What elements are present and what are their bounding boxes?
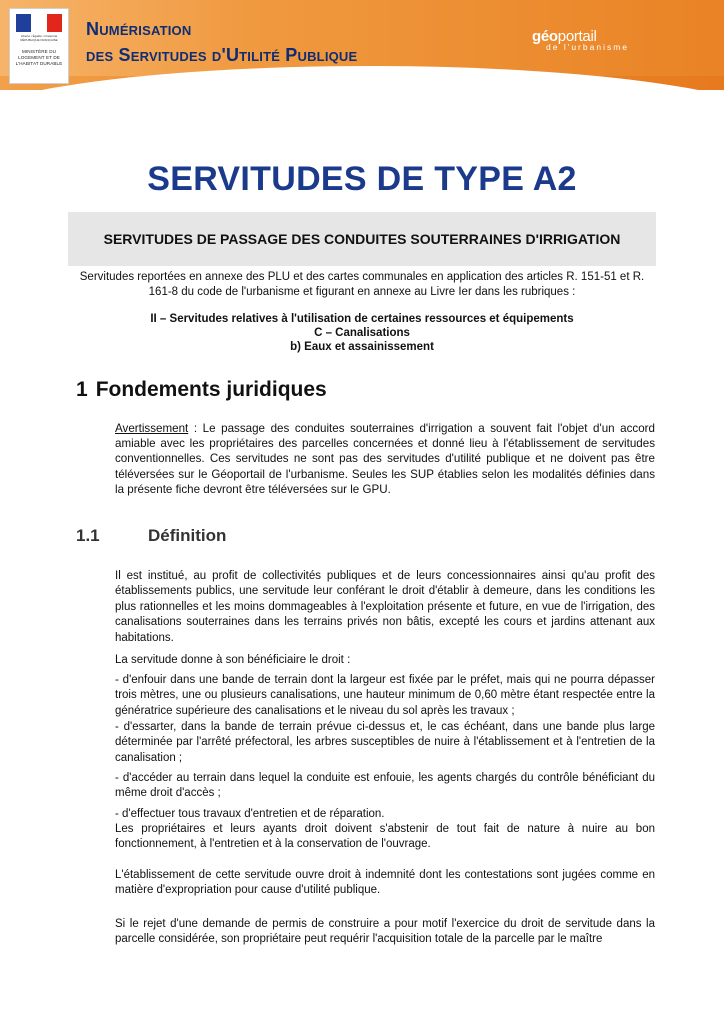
section-heading-1 (76, 378, 327, 402)
body-paragraph: - d'enfouir dans une bande de terrain dont la largeur est fixée par le préfet, mais qui ne pourra dépasser trois mètres, une ou plusieurs canalisations, une hauteur minimum de 0,60 mètre étant respectée entre la génératrice supérieure des canalisations et le niveau du sol après les travaux ; (115, 674, 655, 717)
french-flag-icon (16, 14, 62, 32)
section-number: 1 (76, 378, 88, 401)
body-paragraph: - d'accéder au terrain dans lequel la conduite est enfouie, les agents chargés du contrôle bénéficiant du même droit d'accès ; (115, 772, 655, 800)
intro-text: Servitudes reportées en annexe des PLU et des cartes communales en application des articles R. 151-51 et R. 161-8 du code de l'urbanisme et figurant en annexe au Livre Ier dans les rubriques : (79, 271, 645, 298)
government-logo (9, 8, 69, 84)
rubric-line: II – Servitudes relatives à l'utilisation de certaines ressources et équipements (150, 313, 574, 325)
body-paragraph: La servitude donne à son bénéficiaire le droit : (115, 654, 351, 666)
header-title (86, 16, 357, 68)
body-paragraph: Les propriétaires et leurs ayants droit doivent s'abstenir de tout fait de nature à nuire au bon fonctionnement, à l'entretien et à la conservation de l'ouvrage. (115, 823, 655, 851)
body-paragraph: - d'essarter, dans la bande de terrain prévue ci-dessus et, le cas échéant, dans une bande plus large déterminée par l'arrêté préfectoral, les arbres susceptibles de nuire à l'établissement et à l'entretien de la canalisation ; (115, 721, 655, 764)
warning-paragraph (115, 421, 655, 497)
body-paragraph: L'établissement de cette servitude ouvre droit à indemnité dont les contestations sont jugées comme en matière d'expropriation pour cause d'utilité publique. (115, 869, 655, 897)
geoportail-logo-light: portail (557, 28, 597, 45)
ministry-name: MINISTÈRE DU LOGEMENT ET DE L'HABITAT DURABLE (15, 49, 63, 66)
subtitle-box (68, 212, 656, 266)
warning-text: : Le passage des conduites souterraines d'irrigation a souvent fait l'objet d'un accord amiable avec les propriétaires des parcelles concernées et donné lieu à l'établissement de servitudes conventionnelles. Ces servitudes ne sont pas des servitudes d'utilité publique et ne doivent pas être téléversées sur le Géoportail de l'urbanisme. Seules les SUP établies selon les modalités définies dans la présente fiche devront être téléversées sur le GPU. (115, 422, 655, 496)
header-title-line1: Numérisation (86, 19, 192, 39)
rubrics (70, 312, 654, 354)
header-title-line2: des Servitudes d'Utilité Publique (86, 45, 358, 65)
body-paragraph: Si le rejet d'une demande de permis de construire a pour motif l'exercice du droit de servitude dans la parcelle considérée, son propriétaire peut requérir l'acquisition totale de la parcelle par le maître (115, 918, 655, 946)
body-paragraph: - d'effectuer tous travaux d'entretien et de réparation. (115, 808, 385, 820)
republic-motto: Liberté • Égalité • Fraternité RÉPUBLIQUE FRANÇAISE (20, 34, 58, 42)
section-heading-1-1 (76, 526, 226, 546)
geoportail-logo-bold: géo (532, 28, 558, 45)
section-title: Fondements juridiques (95, 378, 327, 401)
rubric-line: C – Canalisations (314, 327, 410, 339)
rubric-line: b) Eaux et assainissement (290, 341, 434, 353)
subsection-number: 1.1 (76, 526, 100, 545)
subsection-title: Définition (148, 526, 227, 545)
page-title: SERVITUDES DE TYPE A2 (147, 160, 577, 198)
body-paragraph: Il est institué, au profit de collectivités publiques et de leurs concessionnaires ainsi qu'au profit des établissements publics, une servitude leur conférant le droit d'établir à demeure, dans les conditions les plus rationnelles et les moins dommageables à l'exploitation présente et future, en vue de l'irrigation, des canalisations souterraines dans les terrains privés non bâtis, excepté les cours et jardins attenant aux habitations. (115, 570, 655, 644)
page-subtitle: SERVITUDES DE PASSAGE DES CONDUITES SOUTERRAINES D'IRRIGATION (103, 231, 621, 247)
geoportail-logo (532, 28, 629, 52)
page-header (0, 0, 724, 90)
warning-label: Avertissement (115, 422, 189, 435)
geoportail-logo-sub: de l'urbanisme (546, 42, 630, 52)
